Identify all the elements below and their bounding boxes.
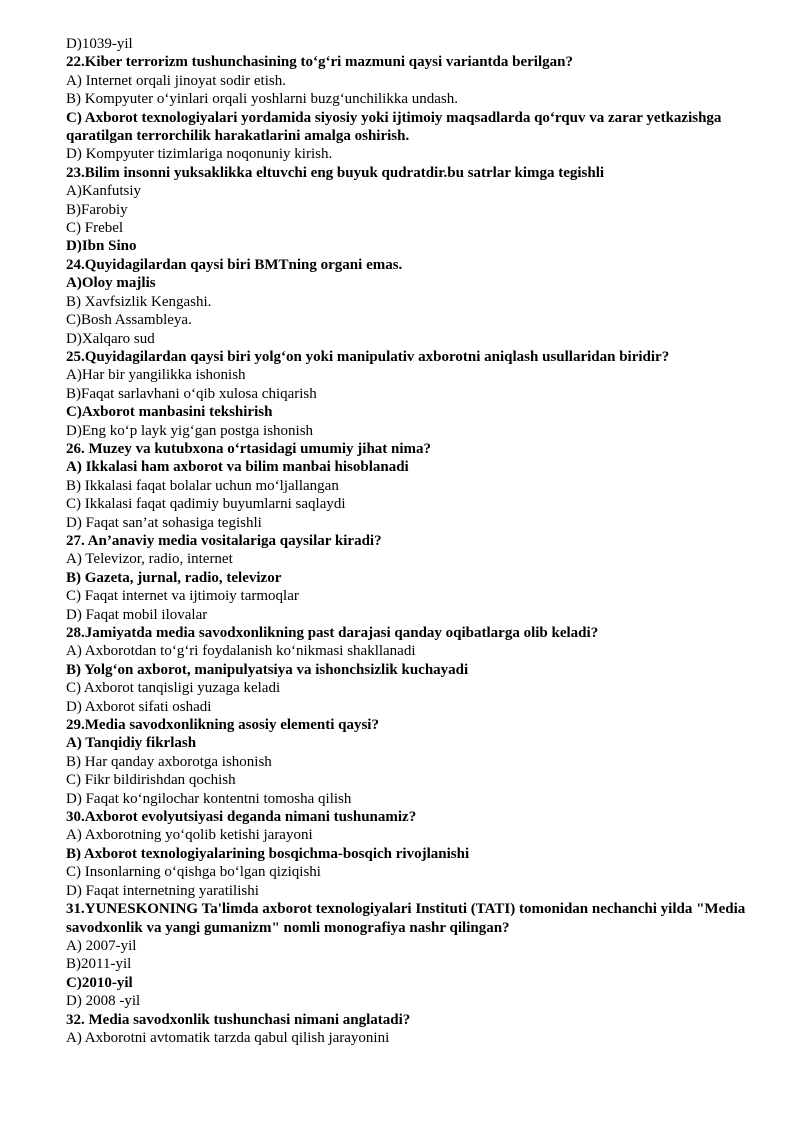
option-line: B)Farobiy	[66, 201, 128, 218]
option-line: A) Internet orqali jinoyat sodir etish.	[66, 72, 286, 89]
question-line: 30.Axborot evolyutsiyasi deganda nimani tushunamiz?	[66, 809, 417, 826]
question-line: 29.Media savodxonlikning asosiy elementi qaysi?	[66, 717, 379, 734]
quiz-text	[66, 35, 756, 1047]
option-line: A)Oloy majlis	[66, 275, 156, 292]
option-line: D) Faqat internetning yaratilishi	[66, 882, 259, 899]
option-line: B) Kompyuter o‘yinlari orqali yoshlarni buzg‘unchilikka undash.	[66, 91, 458, 108]
option-line: D)Eng ko‘p layk yig‘gan postga ishonish	[66, 422, 314, 439]
option-line: C) Axborot tanqisligi yuzaga keladi	[66, 680, 281, 697]
option-line: A) Ikkalasi ham axborot va bilim manbai hisoblanadi	[66, 459, 409, 476]
option-line: B) Axborot texnologiyalarining bosqichma-bosqich rivojlanishi	[66, 845, 470, 862]
option-line: C)Bosh Assambleya.	[66, 312, 192, 329]
option-line: D)1039-yil	[66, 36, 133, 52]
option-line: A) Tanqidiy fikrlash	[66, 735, 197, 752]
option-line: A)Har bir yangilikka ishonish	[66, 367, 246, 384]
question-line: 27. An’anaviy media vositalariga qaysilar kiradi?	[66, 532, 382, 549]
option-line: A) Axborotning yo‘qolib ketishi jarayoni	[66, 827, 313, 844]
option-line: B) Yolg‘on axborot, manipulyatsiya va ishonchsizlik kuchayadi	[66, 661, 469, 678]
option-line: B) Ikkalasi faqat bolalar uchun mo‘ljallangan	[66, 477, 339, 494]
option-line: D) Faqat mobil ilovalar	[66, 606, 208, 623]
option-line: C) Fikr bildirishdan qochish	[66, 772, 236, 789]
option-line: C) Ikkalasi faqat qadimiy buyumlarni saqlaydi	[66, 496, 346, 513]
option-line: A) Axborotdan to‘g‘ri foydalanish ko‘nikmasi shakllanadi	[66, 643, 416, 660]
question-line: 31.YUNESKONING Ta'limda axborot texnologiyalari Instituti (TATI) tomonidan nechanchi yilda "Media savodxonlik va yangi gumanizm" nomli monografiya nashr qilingan?	[66, 901, 746, 936]
option-line: B)2011-yil	[66, 956, 132, 973]
document-page	[66, 35, 756, 1047]
option-line: B) Gazeta, jurnal, radio, televizor	[66, 569, 282, 586]
option-line: D) Kompyuter tizimlariga noqonuniy kirish.	[66, 146, 333, 163]
option-line: C) Faqat internet va ijtimoiy tarmoqlar	[66, 588, 299, 605]
question-line: 28.Jamiyatda media savodxonlikning past darajasi qanday oqibatlarga olib keladi?	[66, 625, 599, 641]
question-line: 23.Bilim insonni yuksaklikka eltuvchi eng buyuk qudratdir.bu satrlar kimga tegishli	[66, 164, 605, 181]
option-line: A) 2007-yil	[66, 937, 137, 954]
option-line: A) Televizor, radio, internet	[66, 551, 233, 568]
option-line: B) Xavfsizlik Kengashi.	[66, 293, 212, 310]
question-line: 25.Quyidagilardan qaysi biri yolg‘on yoki manipulativ axborotni aniqlash usullaridan biridir?	[66, 348, 670, 365]
option-line: D)Ibn Sino	[66, 238, 137, 255]
option-line: C)Axborot manbasini tekshirish	[66, 404, 273, 421]
option-line: D)Xalqaro sud	[66, 330, 155, 347]
option-line: D) 2008 -yil	[66, 993, 141, 1010]
option-line: B) Har qanday axborotga ishonish	[66, 753, 272, 770]
option-line: D) Faqat san’at sohasiga tegishli	[66, 514, 262, 531]
question-line: 24.Quyidagilardan qaysi biri BMTning organi emas.	[66, 256, 403, 273]
option-line: C) Insonlarning o‘qishga bo‘lgan qiziqishi	[66, 864, 321, 881]
option-line: C)2010-yil	[66, 974, 133, 991]
option-line: D) Axborot sifati oshadi	[66, 698, 212, 715]
option-line: A)Kanfutsiy	[66, 183, 141, 200]
option-line: C) Axborot texnologiyalari yordamida siyosiy yoki ijtimoiy maqsadlarda qo‘rquv va zarar yetkazishga qaratilgan terrorchilik harakatlarini amalga oshirish.	[66, 109, 722, 145]
option-line: A) Axborotni avtomatik tarzda qabul qilish jarayonini	[66, 1029, 390, 1046]
question-line: 22.Kiber terrorizm tushunchasining to‘g‘ri mazmuni qaysi variantda berilgan?	[66, 54, 573, 71]
option-line: B)Faqat sarlavhani o‘qib xulosa chiqarish	[66, 385, 317, 402]
option-line: C) Frebel	[66, 220, 124, 237]
question-line: 26. Muzey va kutubxona o‘rtasidagi umumiy jihat nima?	[66, 440, 432, 457]
option-line: D) Faqat ko‘ngilochar kontentni tomosha qilish	[66, 790, 352, 807]
question-line: 32. Media savodxonlik tushunchasi nimani anglatadi?	[66, 1011, 411, 1028]
